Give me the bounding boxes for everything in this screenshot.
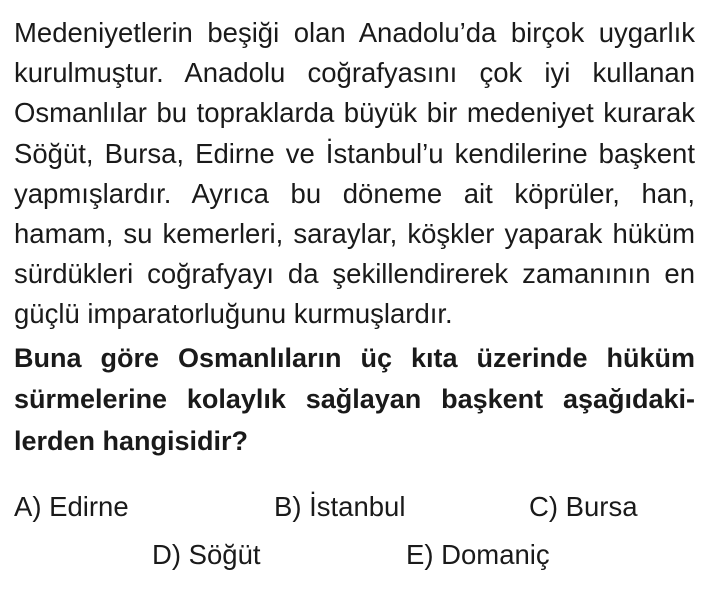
passage-line: Osmanlılar bu topraklarda büyük bir medeniyet kurarak xyxy=(14,97,695,129)
passage-line: kurulmuştur. Anadolu coğrafyasını çok iyi kullanan xyxy=(14,57,695,89)
prompt-line: Buna göre Osmanlıların üç kıta üzerinde hüküm xyxy=(14,342,695,373)
option-e[interactable]: E) Domaniç xyxy=(406,539,550,570)
option-b[interactable]: B) İstanbul xyxy=(274,491,406,522)
prompt-line: lerden hangisidir? xyxy=(14,425,249,456)
option-a[interactable]: A) Edirne xyxy=(14,491,129,522)
passage-line: hamam, su kemerleri, saraylar, köşkler yaparak hüküm xyxy=(14,217,695,249)
option-c[interactable]: C) Bursa xyxy=(529,491,638,522)
question-prompt xyxy=(14,338,695,463)
passage-line: güçlü imparatorluğunu kurmuşlardır. xyxy=(14,298,453,330)
question xyxy=(14,0,695,462)
prompt-line: sürmelerine kolaylık sağlayan başkent aşağıdaki- xyxy=(14,384,695,414)
passage xyxy=(14,0,695,335)
passage-line: yapmışlardır. Ayrıca bu döneme ait köprüler, han, xyxy=(14,177,695,209)
passage-line: Söğüt, Bursa, Edirne ve İstanbul’u kendilerine başkent xyxy=(14,137,695,169)
option-d[interactable]: D) Söğüt xyxy=(152,539,261,570)
passage-line: Medeniyetlerin beşiği olan Anadolu’da birçok uygarlık xyxy=(14,17,695,48)
passage-line: sürdükleri coğrafyayı da şekillendirerek zamanının en xyxy=(14,258,695,290)
